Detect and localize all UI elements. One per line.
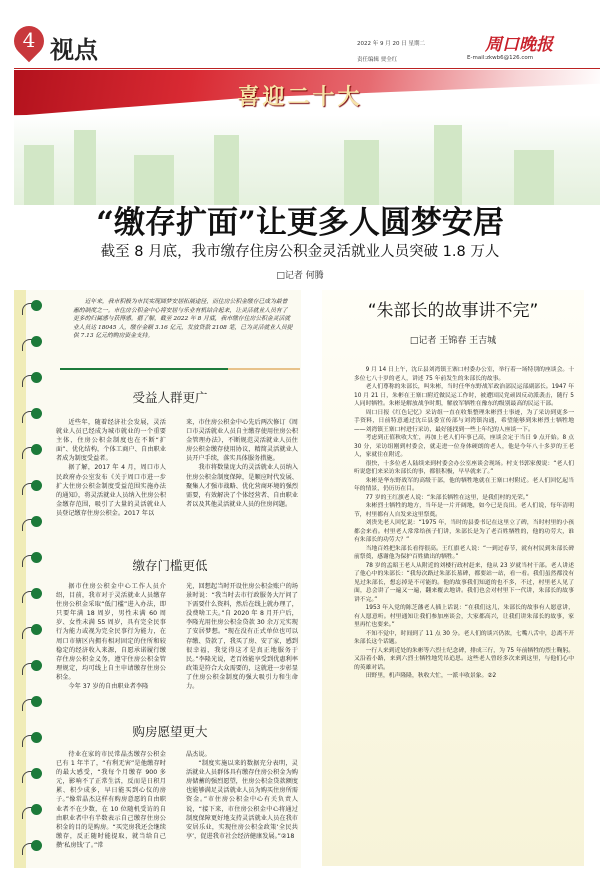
side-article-byline: □记者 王锦春 王吉城 (409, 336, 497, 346)
article-column (56, 582, 166, 691)
paragraph: 据了解，2017 年 4 月，周口市人民政府办公室发布《关于周口市进一步扩大住房公积金制度受益范围实施办法的通知》，将灵活就业人员纳入住房公积金缴存范围，吸引了大量的灵活就业人员登记缴存住房公积金。2017 年以 (56, 464, 166, 517)
binder-ring-icon (22, 372, 42, 386)
binder-ring-icon (22, 516, 42, 530)
paragraph: 据市住房公积金中心工作人员介绍，目前，我市对于灵活就业人员缴存住房公积金采取“低门槛”进入办法，即只要年满 18 周岁，男性未满 60 周岁、女性未满 55 周岁，具有完全民事行为能力或视为完全民事行为能力，在周口市辖区内拥有相对固定的住所和较稳定的经济收入来源，自愿承诺履行缴存住房公积金义务，遵守住房公积金管理规定，均可线上自主申请缴存住房公积金。 (56, 583, 166, 681)
newspaper-logo: 周口晚报 (485, 35, 553, 55)
page-number: 4 (22, 28, 36, 52)
section-heading: 购房愿望更大 (132, 724, 208, 739)
paragraph: 9 月 14 日上午，沈丘县刘湾镇王寨口村委办公室，举行着一场特别的座谈会。十多位七八十岁的老人，讲述 75 年前发生的朱部长的故事。 (354, 367, 574, 382)
binder-ring-icon (22, 696, 42, 710)
main-headline: “缴存扩面”让更多人圆梦安居 (96, 205, 504, 241)
binder-ring-icon (22, 804, 42, 818)
paragraph: 光，回想起当时开设住房公积金账户的场景时说：“我当时去市行政服务大厅问了下需要什么资料，然后在线上就办理了，没费啥工夫。”自 2020 年 8 月开户后，李隆光用住房公积金贷款 30 余万元实现了安居梦想。“现在没有正式单位也可以存缴、贷款了，我买了房、安了家，感到很幸福，我觉得这才是真正地服务于民。”李隆光说，老百姓能享受到优惠利率政策是符合大众需要的，这就进一步彰显了住房公积金制度的强大吸引力和生命力。 (186, 583, 298, 691)
side-article-title: “朱部长的故事讲不完” (367, 301, 539, 321)
section-title: 视点 (50, 35, 98, 64)
paragraph: “制度实施以来的数据充分表明，灵活就业人员群体具有缴存住房公积金为购房储蓄的强烈愿望，住房公积金贷款额度也能够满足灵活就业人员为购买住房所需资金。”市住房公积金中心有关负责人说，“接下来，市住房公积金中心将通过制度保障更好地支持灵活就业人员在我市安居乐业，实现住房公积金政策‘全民共享’，促进我市社会经济健康发展。”②18 (186, 760, 298, 840)
header-rule (14, 68, 600, 69)
paragraph: 近些年，随着经济社会发展，灵活就业人员已经成为城市就业的一个重要主体，住房公积金制度也在不断“扩面”、优化结构，个体工商户、自由职业者成为制度受益者。 (56, 419, 166, 463)
article-column (186, 418, 298, 509)
binder-ring-icon (22, 660, 42, 674)
binder-ring-icon (22, 768, 42, 782)
paragraph: 我市将数量庞大的灵活就业人员纳入住房公积金制度保障，是顺应时代发展、聚集人才强市战略、优化营商环境的强烈需要，有效解决了个体经营者、自由职业者以及其他灵活就业人员的住房问题。 (186, 464, 298, 508)
binder-ring-icon (22, 732, 42, 746)
article-column (186, 750, 298, 841)
paragraph: 今年 37 岁的自由职业者李隆 (68, 683, 149, 691)
article-column (186, 582, 298, 691)
paragraph: 周口日报《红色记忆》采访组一直在收集整理朱彬烈士事迹，为了采访到更多一手资料，日前特意通过沈丘县委宣传部与刘湾镇沟通，希望能够到朱彬烈士牺牲地——刘湾镇王寨口村进行采访，最好能找到一些上年纪的人座谈一下。 (354, 409, 574, 433)
paragraph: 晶杰说。 (186, 751, 211, 758)
banner-title: 喜迎二十大 (237, 85, 363, 110)
section-heading: 受益人群更广 (132, 390, 208, 405)
section-heading: 缴存门槛更低 (132, 558, 208, 573)
intro-divider (60, 368, 300, 370)
editor-credit: 责任编辑 贾全红 (357, 57, 398, 63)
binder-ring-icon (22, 336, 42, 350)
issue-date: 2022 年 9 月 20 日 星期二 (357, 41, 425, 47)
paragraph: 来，市住房公积金中心先后两次修订《周口市灵活就业人员自主缴存使用住房公积金管理办法》，不断规范灵活就业人员住房公积金缴存使用协议，精简灵活就业人员开户手续，落实具体服务措施。 (186, 419, 298, 463)
article-intro: 近年来，我市积极为市民实现圆梦安居拓展途径，而住房公积金缴存已成为最普惠的制度之一。市住房公积金中心将安居与乐业有机结合起来，让灵活就业人员有了更多的归属感与获得感。据了解，截至 2022 年 8 月底，我市缴存住房公积金灵活就业人员达 18045 人，缴存金额 3.16 亿元，发放贷款 2108 笔，已为灵活就业人员提供 7.13 亿元的购房资金支持。 (73, 299, 293, 340)
binder-ring-icon (22, 624, 42, 638)
paragraph: 78 岁的孟昭王老人从附近的刘楼行政村赶来，他从 23 岁就当村干部。老人讲述了他心中的朱部长：“我每次路过朱部长墓碑，都要站一站，看一看。我们虽然都没有见过朱部长，想忘掉是不可能的。他的故事我们知道的也不多，不过，村里老人见了面，总会讲了一遍又一遍，翻来覆去地讲。我们也会对村里下一代讲，朱部长的故事讲不完。” (354, 562, 574, 603)
article-column (56, 418, 166, 518)
paragraph: 当地百姓把朱部长看得很高。王红旗老人说：“一到过春节，就有村民到朱部长碑前祭奠，感谢他为保护百姓做出的牺牲。” (354, 545, 574, 560)
paragraph: 很快，十多位老人陆续来到村委会办公室座谈会现场。村支书郭家俊说：“老人们听说您们来采访朱部长的事，都很积极，早早就来了。” (354, 460, 574, 475)
paragraph: 田野里，机声隆隆，秋收大忙，一派丰收景象。②2 (365, 673, 497, 679)
paragraph: 一行人来到近处的朱彬等六烈士纪念碑，排成三行，为 75 年前牺牲的烈士鞠躬。又沿着小路，来到六烈士牺牲地凭吊追思。这些老人曾经多次来到这里，与他们心中的英雄对话。 (354, 647, 574, 671)
binder-ring-icon (22, 588, 42, 602)
contact-email: E-mail:zkwb6@126.com (467, 55, 534, 61)
paragraph: 待业在家的市民常晶杰缴存公积金已有 1 年半了，“有利无害”是他缴存时的最大感受，“我每个月缴存 900 多元，影响不了正常生活，反而是日积月累、积少成多，早日能买到心仪的房子。”像常晶杰这样有购房意愿的自由职业者不在少数，在 10 位随机受访的自由职业者中有半数表示自己缴存住房公积金的目的是购房。“买完房我还会继续缴存，反正随时能提取，就当给自己攒‘私房钱’了。”常 (56, 751, 166, 849)
binder-ring-icon (22, 480, 42, 494)
paragraph: 77 岁的王红旗老人说：“朱部长牺牲在这里，是我们村的光荣。” (365, 494, 529, 501)
binder-ring-icon (22, 840, 42, 854)
binder-ring-icon (22, 408, 42, 422)
main-subheadline: 截至 8 月底，我市缴存住房公积金灵活就业人员突破 1.8 万人 (100, 244, 500, 260)
paragraph: 老人们尊称的朱部长，叫朱彬，当时任华东野战军政治部民运部副部长。1947 年 10 月 21 日，朱彬在王寨口附近做民运工作时，被遭国民党顽固反动派袭击，随行 5 人同时牺牲。朱彬是解放战争时期，解放军牺牲在豫东的级别最高的民运干部。 (354, 384, 574, 407)
binder-ring-icon (22, 552, 42, 566)
binder-ring-icon (22, 300, 42, 314)
paragraph: 朱彬烈士牺牲的地方，当年是一片开阔地，如今已是良田。老人们说，每年清明节，村里都有人自发来这里祭奠。 (354, 503, 574, 518)
paragraph: 朱彬是华东野战军的高级干部，他的牺牲地就在王寨口村附近。老人们回忆起当年的情景，仍历历在目。 (354, 477, 574, 492)
binder-ring-icon (22, 444, 42, 458)
main-byline: □记者 何腾 (276, 271, 324, 281)
paragraph: 考虑到正值秋收大忙，再加上老人们年事已高，座谈会定于当日 9 点开始。8 点 30 分，采访组刚到村委会，就走进一位身体硬朗的老人，他是今年八十多岁的王老人，家就住在附近。 (354, 435, 574, 458)
article-column (56, 750, 166, 850)
paragraph: 不知不觉中，时间到了 11 点 30 分。老人们的谈兴仍浓，七嘴八舌中，总离不开朱部长这个话题。 (354, 630, 574, 645)
side-article-body (354, 366, 574, 681)
paragraph: 1953 年入党的陈芝藩老人插上话说：“在我们这儿，朱部长的故事有人愿意讲，有人愿意听。村里通知让我们参加座谈会，大家都高兴，让我们讲朱部长的故事，家里再忙也要来。” (354, 605, 574, 628)
city-skyline-illustration (14, 115, 600, 205)
paragraph: 刘贵先老人回忆说：“1975 年，当时的县委书记在这里立了碑，当时村里的小孩都会来看。村里老人常常给孩子们讲，朱部长是为了老百姓牺牲的，他的功劳大，谁有朱部长的功劳大？” (354, 520, 574, 543)
